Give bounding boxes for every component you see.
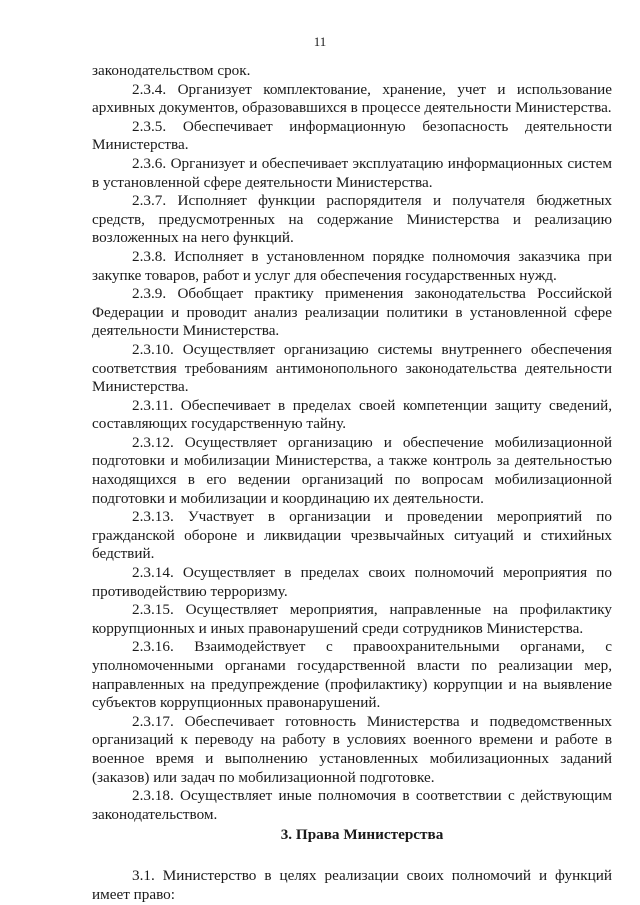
paragraph-2-3-16: 2.3.16. Взаимодействует с правоохранительными органами, с уполномоченными органами государственной власти по реализации мер, направленных на предупреждение (профилактику) коррупции и на выявление субъектов коррупционных правонарушений.: [92, 638, 612, 712]
paragraph-continuation: законодательством срок.: [92, 62, 251, 79]
paragraph-2-3-8: 2.3.8. Исполняет в установленном порядке полномочия заказчика при закупке товаров, работ и услуг для обеспечения государственных нужд.: [92, 247, 612, 284]
paragraph-2-3-4: 2.3.4. Организует комплектование, хранение, учет и использование архивных документов, образовавшихся в процессе деятельности Министерства.: [92, 80, 612, 117]
spacer: [92, 845, 612, 867]
page-number: 11: [313, 34, 327, 49]
paragraph-2-3-12: 2.3.12. Осуществляет организацию и обеспечение мобилизационной подготовки и мобилизации Министерства, а также контроль за деятельностью находящихся в его ведении организаций по вопросам мобилизационной подготовки и мобилизации и координацию их деятельности.: [92, 433, 612, 507]
paragraph-2-3-7: 2.3.7. Исполняет функции распорядителя и получателя бюджетных средств, предусмотренных на содержание Министерства и реализацию возложенных на него функций.: [92, 192, 612, 247]
paragraph-2-3-9: 2.3.9. Обобщает практику применения законодательства Российской Федерации и проводит анализ реализации политики в установленной сфере деятельности Министерства.: [92, 285, 612, 340]
paragraph-2-3-15: 2.3.15. Осуществляет мероприятия, направленные на профилактику коррупционных и иных правонарушений среди сотрудников Министерства.: [92, 601, 612, 637]
paragraph-3-1: 3.1. Министерство в целях реализации своих полномочий и функций имеет право:: [92, 866, 612, 903]
paragraph-2-3-14: 2.3.14. Осуществляет в пределах своих полномочий мероприятия по противодействию терроризму.: [92, 564, 612, 600]
section-heading: 3. Права Министерства: [280, 826, 444, 844]
paragraph-2-3-18: 2.3.18. Осуществляет иные полномочия в соответствии с действующим законодательством.: [92, 787, 612, 823]
paragraph-2-3-17: 2.3.17. Обеспечивает готовность Министерства и подведомственных организаций к переводу на работу в условиях военного времени и работе в военное время и выполнению установленных мобилизационных заданий (заказов) или задач по мобилизационной подготовке.: [92, 712, 612, 786]
paragraph-2-3-11: 2.3.11. Обеспечивает в пределах своей компетенции защиту сведений, составляющих государственную тайну.: [92, 396, 612, 433]
paragraph-2-3-10: 2.3.10. Осуществляет организацию системы внутреннего обеспечения соответствия требованиям антимонопольного законодательства деятельности Министерства.: [92, 340, 612, 396]
paragraph-2-3-5: 2.3.5. Обеспечивает информационную безопасность деятельности Министерства.: [92, 117, 612, 154]
document-body: [92, 62, 612, 904]
paragraph-2-3-13: 2.3.13. Участвует в организации и проведении мероприятий по гражданской обороне и ликвидации чрезвычайных ситуаций и стихийных бедствий.: [92, 508, 612, 563]
paragraph-2-3-6: 2.3.6. Организует и обеспечивает эксплуатацию информационных систем в установленной сфере деятельности Министерства.: [92, 154, 612, 191]
